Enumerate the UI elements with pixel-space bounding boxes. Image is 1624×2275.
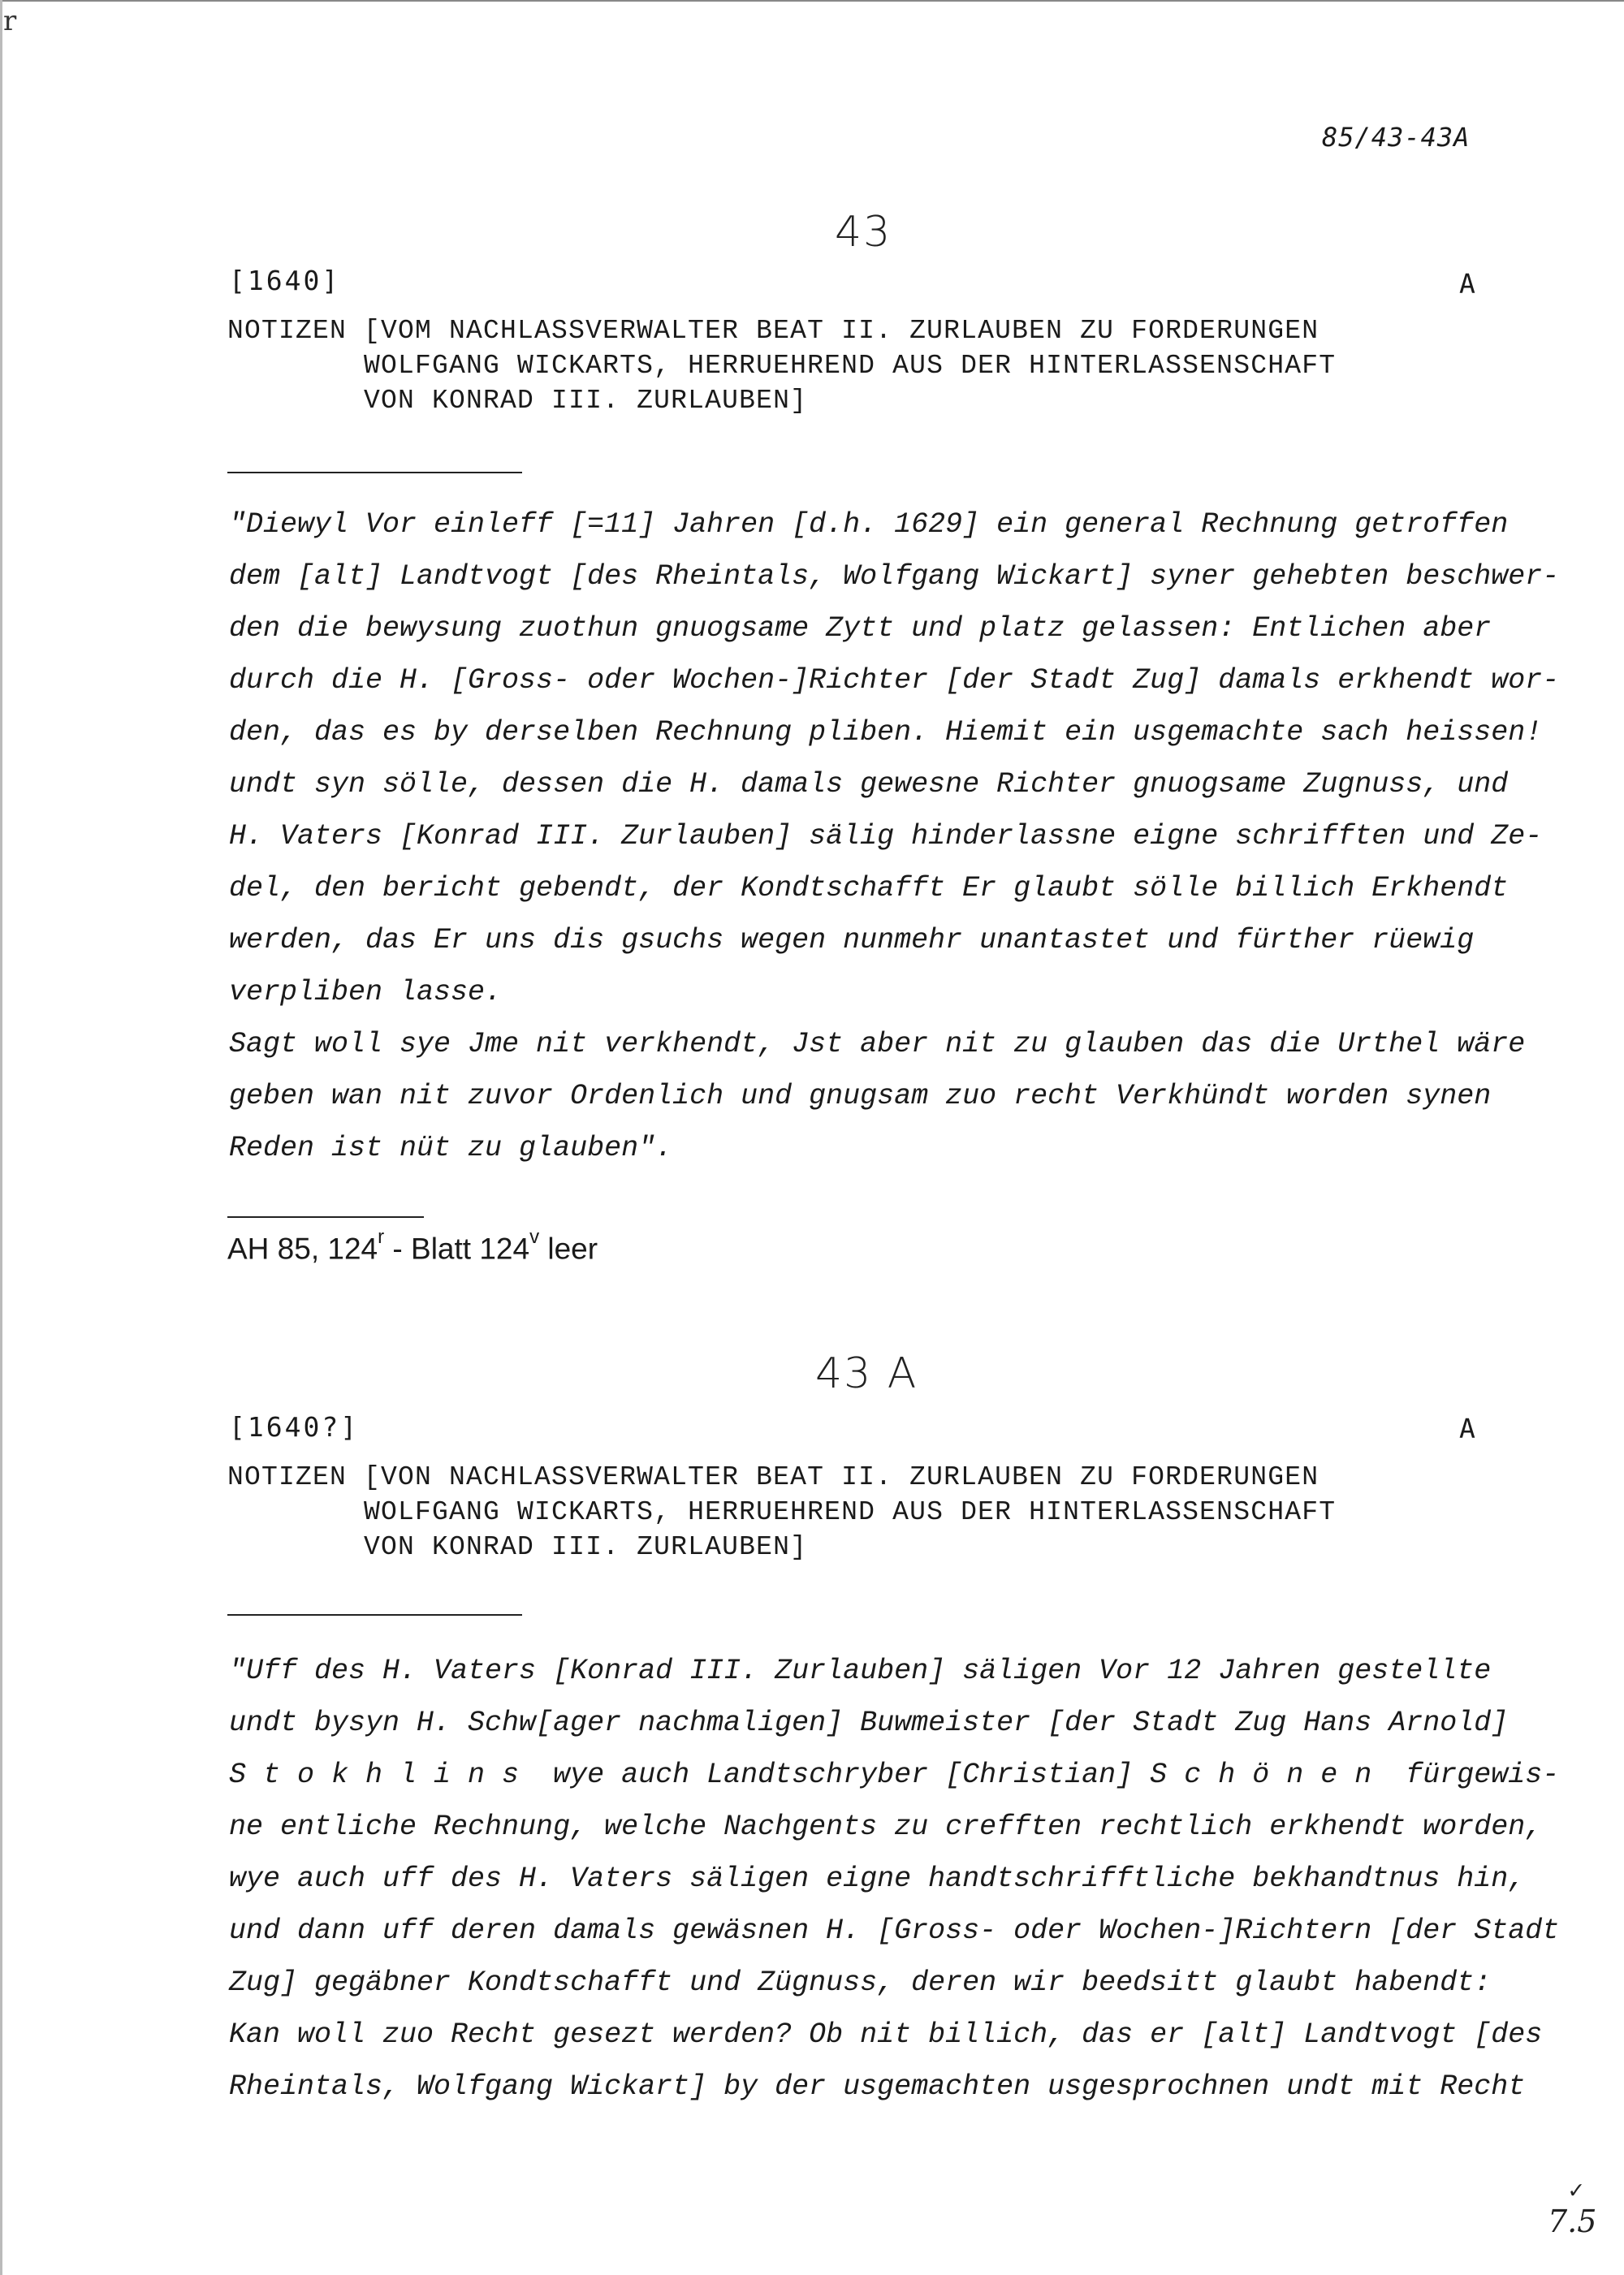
source-mid: - Blatt 124 — [384, 1232, 530, 1266]
source-recto: r — [378, 1226, 385, 1248]
quote-line: dem [alt] Landtvogt [des Rheintals, Wolfgang Wickart] syner gehebten beschwer- — [229, 560, 1560, 593]
heading-line: WOLFGANG WICKARTS, HERRUEHREND AUS DER HINTERLASSENSCHAFT — [227, 351, 1337, 381]
scan-left-edge — [0, 0, 2, 2275]
quote-line: wye auch uff des H. Vaters säligen eigne handtschrifftliche bekhandtnus hin, — [229, 1863, 1526, 1895]
quote-line: undt bysyn H. Schw[ager nachmaligen] Buwmeister [der Stadt Zug Hans Arnold] — [229, 1707, 1509, 1739]
heading-line: WOLFGANG WICKARTS, HERRUEHREND AUS DER HINTERLASSENSCHAFT — [227, 1497, 1337, 1527]
quote-line: Reden ist nüt zu glauben". — [229, 1132, 673, 1164]
quote-line: S t o k h l i n s wye auch Landtschryber [Christian] S c h ö n e n fürgewis- — [229, 1759, 1560, 1791]
source-suffix: leer — [539, 1232, 598, 1266]
source-rule — [227, 1216, 424, 1218]
document-quote — [229, 1645, 1560, 2113]
section-rule — [227, 1614, 522, 1616]
quote-line: ne entliche Rechnung, welche Nachgents zu crefften rechtlich erkhendt worden, — [229, 1811, 1543, 1843]
document-reference: 85/43-43A — [1322, 122, 1471, 153]
quote-line: H. Vaters [Konrad III. Zurlauben] sälig hinderlassne eigne schrifften und Ze- — [229, 820, 1543, 853]
quote-line: Kan woll zuo Recht gesezt werden? Ob nit billich, das er [alt] Landtvogt [des — [229, 2018, 1543, 2051]
quote-line: "Uff des H. Vaters [Konrad III. Zurlauben] säligen Vor 12 Jahren gestellte — [229, 1655, 1492, 1687]
heading-line: VON KONRAD III. ZURLAUBEN] — [227, 1532, 808, 1562]
quote-line: werden, das Er uns dis gsuchs wegen nunmehr unantastet und fürther rüewig — [229, 924, 1475, 956]
check-mark: ✓ — [1569, 2176, 1584, 2204]
document-number-43a: 43 A — [815, 1349, 918, 1398]
heading-line: NOTIZEN [VOM NACHLASSVERWALTER BEAT II. ZURLAUBEN ZU FORDERUNGEN — [227, 316, 1320, 346]
quote-line: undt syn sölle, dessen die H. damals gewesne Richter gnuogsame Zugnuss, und — [229, 768, 1509, 801]
document-quote — [229, 499, 1560, 1174]
quote-line: del, den bericht gebendt, der Kondtschafft Er glaubt sölle billich Erkhendt — [229, 872, 1509, 904]
quote-line: durch die H. [Gross- oder Wochen-]Richter [der Stadt Zug] damals erkhendt wor- — [229, 664, 1560, 697]
corner-mark: r — [3, 5, 17, 37]
document-category: A — [1459, 268, 1475, 300]
quote-line: geben wan nit zuvor Ordenlich und gnugsam zuo recht Verkhündt worden synen — [229, 1080, 1492, 1112]
heading-line: VON KONRAD III. ZURLAUBEN] — [227, 386, 808, 416]
quote-line: "Diewyl Vor einleff [=11] Jahren [d.h. 1629] ein general Rechnung getroffen — [229, 508, 1509, 541]
source-verso: v — [529, 1226, 540, 1248]
scan-top-edge — [0, 0, 1624, 2]
page-mark: 7.5 — [1548, 2204, 1597, 2239]
quote-line: den, das es by derselben Rechnung pliben. Hiemit ein usgemachte sach heissen! — [229, 716, 1543, 749]
document-date: [1640] — [229, 265, 341, 296]
quote-line: den die bewysung zuothun gnuogsame Zytt und platz gelassen: Entlichen aber — [229, 612, 1492, 645]
document-heading — [227, 1460, 1336, 1565]
source-citation — [227, 1226, 598, 1266]
document-number-43: 43 — [835, 208, 892, 257]
document-date: [1640?] — [229, 1411, 360, 1443]
quote-line: verpliben lasse. — [229, 976, 503, 1008]
document-heading — [227, 313, 1336, 418]
quote-line: Zug] gegäbner Kondtschafft und Zügnuss, deren wir beedsitt glaubt habendt: — [229, 1966, 1492, 1999]
quote-line: und dann uff deren damals gewäsnen H. [Gross- oder Wochen-]Richtern [der Stadt — [229, 1915, 1560, 1947]
section-rule — [227, 472, 522, 473]
quote-line: Rheintals, Wolfgang Wickart] by der usgemachten usgesprochnen undt mit Recht — [229, 2070, 1526, 2103]
source-prefix: AH 85, 124 — [227, 1232, 378, 1266]
heading-line: NOTIZEN [VON NACHLASSVERWALTER BEAT II. ZURLAUBEN ZU FORDERUNGEN — [227, 1462, 1320, 1492]
document-category: A — [1459, 1413, 1475, 1444]
quote-line: Sagt woll sye Jme nit verkhendt, Jst aber nit zu glauben das die Urthel wäre — [229, 1028, 1526, 1060]
